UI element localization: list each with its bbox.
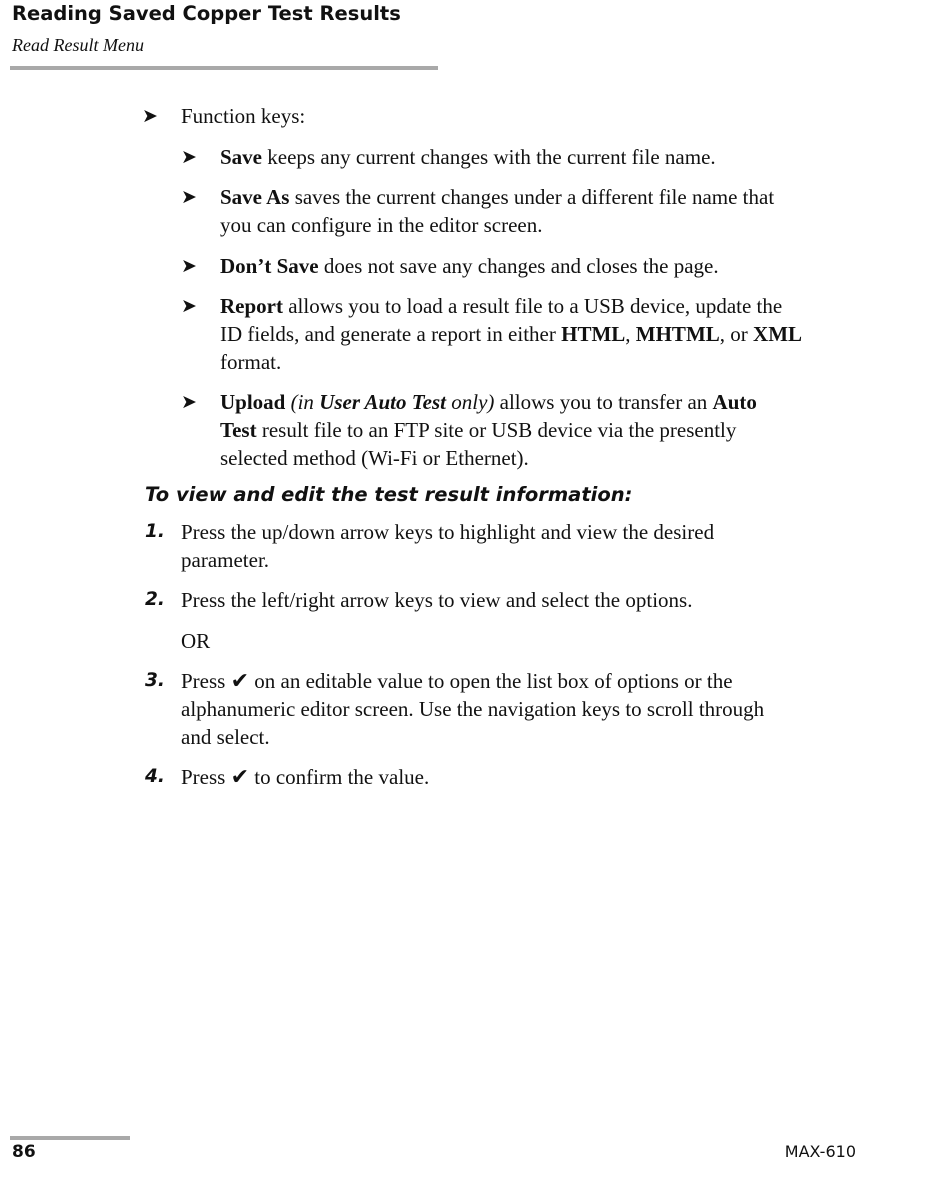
header-divider xyxy=(10,66,438,70)
step-text: parameter. xyxy=(181,548,270,572)
or-text: OR xyxy=(181,629,211,653)
page-number: 86 xyxy=(12,1142,36,1162)
step-number: 4. xyxy=(145,766,165,787)
key-description: you can configure in the editor screen. xyxy=(220,213,543,237)
separator: , xyxy=(625,322,636,346)
bullet-arrow-icon: ➤ xyxy=(142,105,158,127)
step-text: Press the left/right arrow keys to view and select the options. xyxy=(181,588,693,612)
page-title: Reading Saved Copper Test Results xyxy=(12,2,401,25)
key-name: Report xyxy=(220,294,283,318)
format-xml: XML xyxy=(753,322,803,346)
step-number: 1. xyxy=(145,521,165,542)
checkmark-icon: ✔ xyxy=(230,669,250,694)
key-description: ID fields, and generate a report in either xyxy=(220,322,562,346)
product-model: MAX-610 xyxy=(784,1142,856,1161)
step-text: and select. xyxy=(181,725,270,749)
bullet-arrow-icon: ➤ xyxy=(181,186,197,208)
key-name: Upload xyxy=(220,390,286,414)
bullet-arrow-icon: ➤ xyxy=(181,295,197,317)
function-keys-label: Function keys: xyxy=(181,104,306,128)
key-description: keeps any current changes with the current file name. xyxy=(262,145,716,169)
key-description: format. xyxy=(220,350,282,374)
format-mhtml: MHTML xyxy=(635,322,720,346)
step-number: 2. xyxy=(145,589,165,610)
bullet-arrow-icon: ➤ xyxy=(181,391,197,413)
checkmark-icon: ✔ xyxy=(230,765,250,790)
key-description: allows you to transfer an xyxy=(494,390,713,414)
auto-test-bold: Auto xyxy=(712,390,757,414)
step-text: alphanumeric editor screen. Use the navigation keys to scroll through xyxy=(181,697,765,721)
step-number: 3. xyxy=(145,670,165,691)
step-text: Press xyxy=(181,669,231,693)
bullet-arrow-icon: ➤ xyxy=(181,255,197,277)
key-description: result file to an FTP site or USB device via the presently xyxy=(256,418,737,442)
paren-note-bold: User Auto Test xyxy=(319,390,446,414)
format-html: HTML xyxy=(561,322,626,346)
section-subtitle: Read Result Menu xyxy=(12,35,144,55)
paren-note: (in xyxy=(285,390,320,414)
key-description: selected method (Wi-Fi or Ethernet). xyxy=(220,446,529,470)
footer-divider xyxy=(10,1136,130,1140)
separator: , or xyxy=(719,322,754,346)
step-text: Press the up/down arrow keys to highlight and view the desired xyxy=(181,520,715,544)
step-text: to confirm the value. xyxy=(249,765,430,789)
step-text: Press xyxy=(181,765,231,789)
procedure-heading: To view and edit the test result information: xyxy=(145,483,633,506)
key-name: Don’t Save xyxy=(220,254,319,278)
bullet-arrow-icon: ➤ xyxy=(181,146,197,168)
step-text: on an editable value to open the list box of options or the xyxy=(249,669,733,693)
paren-note: only) xyxy=(446,390,495,414)
key-name: Save As xyxy=(220,185,290,209)
key-description: saves the current changes under a different file name that xyxy=(289,185,775,209)
auto-test-bold: Test xyxy=(220,418,257,442)
key-description: does not save any changes and closes the page. xyxy=(318,254,719,278)
key-description: allows you to load a result file to a USB device, update the xyxy=(282,294,783,318)
key-name: Save xyxy=(220,145,262,169)
